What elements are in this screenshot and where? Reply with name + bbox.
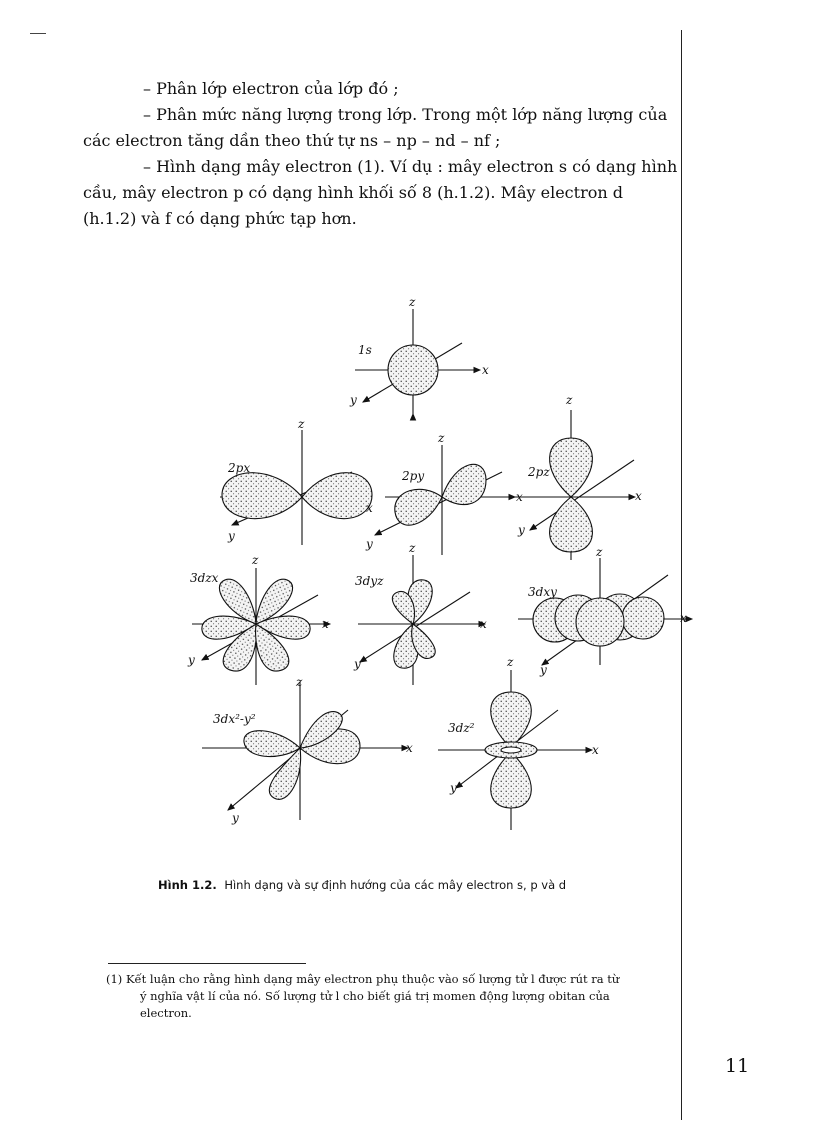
- orbital-2py: [375, 445, 515, 555]
- orbital-3dzx: [192, 568, 330, 685]
- footnote-line-2: ý nghĩa vật lí của nó. Số lượng tử l cho biết giá trị momen động lượng obitan của: [140, 989, 610, 1003]
- caption-label: Hình 1.2.: [158, 878, 217, 892]
- axis-z-3dyz: z: [409, 541, 416, 555]
- axis-x-2py: x: [516, 490, 523, 504]
- axis-x-3dx2-y2: x: [406, 741, 413, 755]
- footnote: [106, 971, 754, 1022]
- label-2px: 2px: [228, 461, 251, 475]
- footnote-line-3: electron.: [140, 1006, 192, 1020]
- caption-text: Hình dạng và sự định hướng của các mây electron s, p và d: [224, 878, 567, 892]
- text-line-4: – Hình dạng mây electron (1). Ví dụ : mây electron s có dạng hình: [143, 157, 678, 176]
- footnote-line-1: (1) Kết luận cho rằng hình dạng mây electron phụ thuộc vào số lượng tử l được rút ra từ: [106, 972, 620, 986]
- label-3dyz: 3dyz: [355, 574, 384, 588]
- orbital-3dxy: [518, 558, 692, 665]
- axis-y-2px: y: [228, 529, 235, 543]
- text-line-5: cầu, mây electron p có dạng hình khối số 8 (h.1.2). Mây electron d: [83, 183, 623, 202]
- figure-caption: [158, 878, 718, 892]
- axis-z-2px: z: [298, 417, 305, 431]
- orbital-figure: [180, 290, 687, 835]
- body-text: [83, 76, 743, 232]
- page-mark: [30, 33, 46, 34]
- label-2py: 2py: [402, 469, 425, 483]
- axis-x-3dz2: x: [592, 743, 599, 757]
- axis-y-3dzx: y: [188, 653, 195, 667]
- axis-z-2py: z: [438, 431, 445, 445]
- label-2pz: 2pz: [528, 465, 550, 479]
- text-line-1: – Phân lớp electron của lớp đó ;: [143, 79, 399, 98]
- axis-z-3dz2: z: [507, 655, 514, 669]
- axis-y-3dx2-y2: y: [232, 811, 239, 825]
- text-line-2: – Phân mức năng lượng trong lớp. Trong một lớp năng lượng của: [143, 105, 668, 124]
- orbital-2px: [220, 430, 372, 545]
- axis-y-3dz2: y: [450, 781, 457, 795]
- page-number: 11: [725, 1055, 750, 1077]
- axis-x-3dzx: x: [322, 617, 329, 631]
- axis-y-3dxy: y: [540, 663, 547, 677]
- label-3dxy: 3dxy: [528, 585, 557, 599]
- text-line-6: (h.1.2) và f có dạng phức tạp hơn.: [83, 209, 357, 228]
- axis-y-3dyz: y: [354, 657, 361, 671]
- axis-y-1s: y: [350, 393, 357, 407]
- label-3dz2: 3dz²: [448, 721, 475, 735]
- axis-x-2pz: x: [635, 489, 642, 503]
- axis-y-2pz: y: [518, 523, 525, 537]
- axis-z-3dxy: z: [596, 545, 603, 559]
- axis-x-2px: x: [366, 501, 373, 515]
- label-3dx2-y2: 3dx²-y²: [213, 712, 256, 726]
- label-1s: 1s: [358, 343, 372, 357]
- axis-x-1s: x: [482, 363, 489, 377]
- orbital-3dz2: [438, 670, 592, 830]
- axis-x-3dxy: x: [680, 611, 687, 625]
- label-3dzx: 3dzx: [190, 571, 219, 585]
- axis-x-3dyz: x: [480, 617, 487, 631]
- orbital-2pz: [515, 410, 635, 560]
- footnote-rule: [108, 963, 306, 964]
- orbital-3dx2-y2: [202, 682, 408, 820]
- axis-z-2pz: z: [566, 393, 573, 407]
- text-line-3: các electron tăng dần theo thứ tự ns – np – nd – nf ;: [83, 131, 501, 150]
- orbital-1s: [355, 309, 480, 414]
- axis-y-2py: y: [366, 537, 373, 551]
- axis-z-1s: z: [409, 295, 416, 309]
- axis-z-3dzx: z: [252, 553, 259, 567]
- axis-z-3dx2-y2: z: [296, 675, 303, 689]
